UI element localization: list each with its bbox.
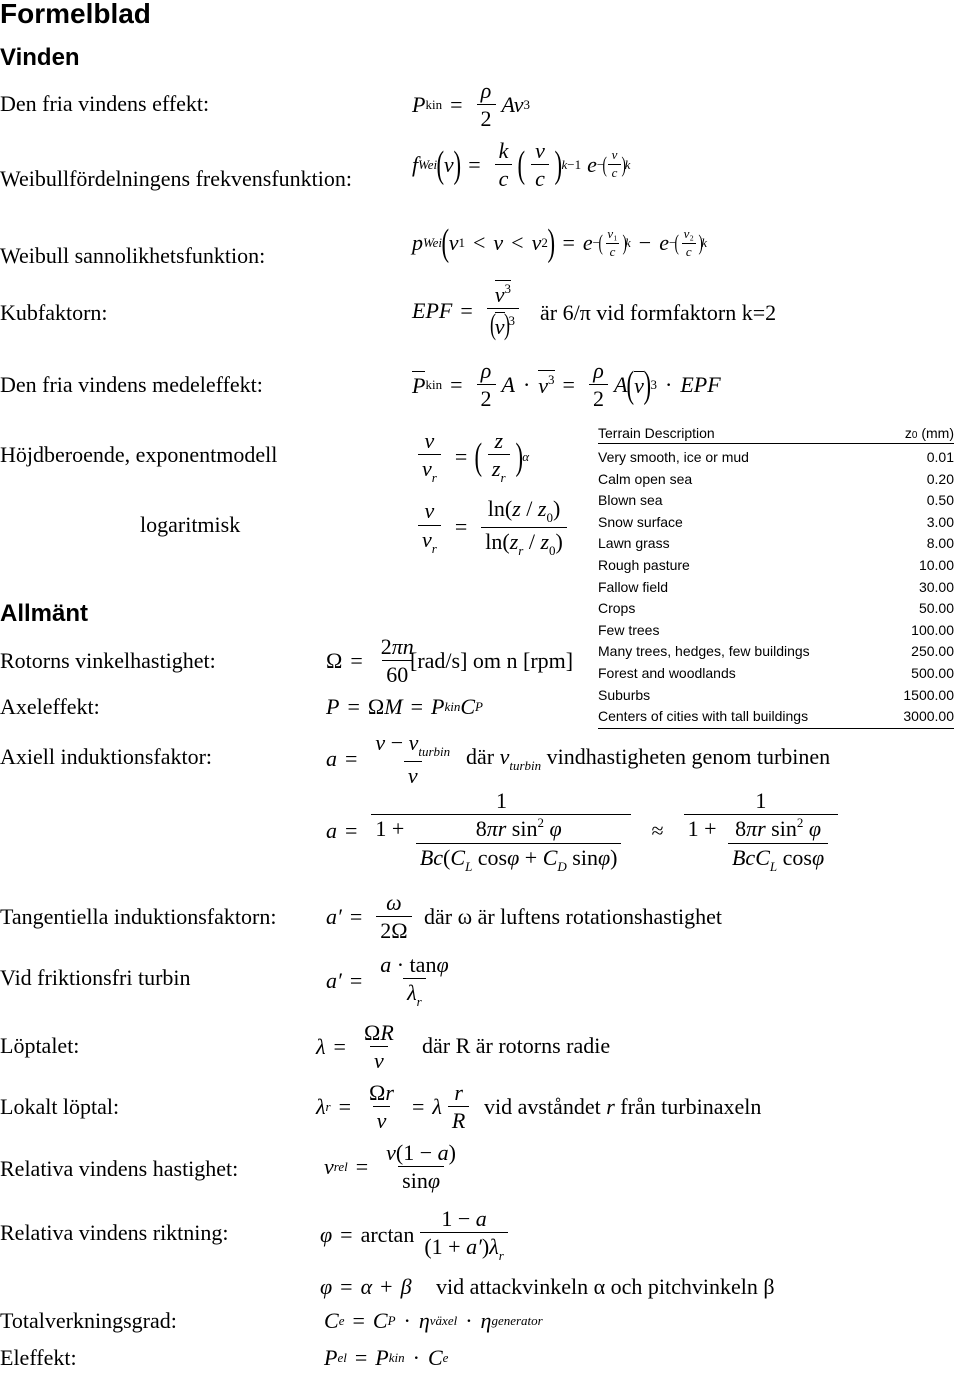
z0-value-cell: 0.50: [926, 492, 954, 509]
local-tip-speed-note: vid avståndet r från turbinaxeln: [484, 1094, 762, 1119]
label-free-power: Den fria vindens effekt:: [0, 91, 210, 116]
formula-axial-factor-blade: a = 1 1 + $\frac{8\pi r \sin^2 \varphi}{Bc(C_L \cos\varphi + C_D \sin\varphi)}$ ≈ 1 1 + $\frac{8\pi r \sin^2 \varphi}{BcC_L \cos\varphi}$: [326, 788, 844, 875]
section-heading-wind: Vinden: [0, 44, 80, 71]
terrain-description-cell: Suburbs: [598, 686, 651, 703]
section-heading-general: Allmänt: [0, 600, 89, 627]
label-shaft-power: Axeleffekt:: [0, 694, 100, 719]
epf-note: är 6/π vid formfaktorn k=2: [540, 300, 777, 325]
table-row: [598, 706, 954, 729]
formula-height-exponent: $\frac{v}{v_r}$ = ( $\frac{z}{z_r}$ ) α: [412, 428, 529, 486]
table-row: [598, 555, 954, 577]
label-tangential-factor: Tangentiella induktionsfaktorn:: [0, 904, 277, 929]
formula-mean-power: P kin = $\frac{\rho}{2}$ A · $v^3$ = $\frac{\rho}{2}$ A ( v ) 3 · EPF: [412, 358, 721, 412]
z0-value-cell: 1500.00: [903, 686, 954, 703]
terrain-description-cell: Snow surface: [598, 513, 683, 530]
terrain-description-cell: Very smooth, ice or mud: [598, 449, 749, 465]
formula-free-power: P kin = $\frac{\rho}{2}$ Av 3: [412, 78, 530, 132]
formula-height-log: $\frac{v}{v_r}$ = $\frac{\ln(z / z_0)}{\ln(z_r / z_0)}$: [412, 496, 573, 559]
formula-cube-factor: EPF = $\frac{v^3}{(v)^3}$: [412, 282, 525, 340]
table-row: [598, 577, 954, 599]
label-weibull-frequency: Weibullfördelningens frekvensfunktion:: [0, 166, 352, 191]
table-row: [598, 620, 954, 642]
formula-relative-direction: φ = arctan $\frac{1 - a}{(1 + a')\lambda_r}$: [320, 1206, 514, 1264]
table-row: [598, 663, 954, 685]
terrain-description-cell: Forest and woodlands: [598, 664, 736, 681]
label-mean-power: Den fria vindens medeleffekt:: [0, 372, 263, 397]
roughness-length-table: [598, 425, 954, 729]
label-weibull-probability: Weibull sannolikhetsfunktion:: [0, 243, 266, 268]
formula-local-tip-speed: λ r = $\frac{\Omega r}{v}$ = λ $\frac{r}{R}$: [316, 1080, 475, 1134]
terrain-description-cell: Centers of cities with tall buildings: [598, 708, 809, 725]
terrain-description-cell: Lawn grass: [598, 535, 670, 552]
z0-value-cell: 30.00: [918, 578, 954, 595]
label-height-exponent: Höjdberoende, exponentmodell: [0, 442, 278, 467]
formula-angular-speed: Ω = $\frac{2\pi n}{60}$: [326, 634, 414, 688]
axial-where-note: där $v_{turbin}$ vindhastigheten genom turbinen: [466, 744, 831, 773]
z0-value-cell: 250.00: [911, 643, 954, 660]
label-local-tip-speed: Lokalt löptal:: [0, 1094, 120, 1119]
terrain-description-cell: Fallow field: [598, 578, 669, 595]
formula-total-efficiency: C e = C P · η växel · η generator: [324, 1308, 543, 1333]
z0-value-cell: 0.20: [926, 470, 954, 487]
formula-electric-power: P el = P kin · C e: [324, 1345, 449, 1370]
formula-weibull-frequency: f Wei ( v ) = $\frac{k}{c}$ ( $\frac{v}{c}$ ) k−1 e − ( $\frac{v}{c}$ ) k: [412, 138, 631, 192]
terrain-description-cell: Calm open sea: [598, 470, 693, 487]
table-row: [598, 512, 954, 534]
header-terrain-description: Terrain Description: [598, 425, 715, 441]
label-relative-direction: Relativa vindens riktning:: [0, 1220, 229, 1245]
z0-value-cell: 3.00: [926, 513, 954, 530]
table-body: [598, 447, 954, 729]
angle-sum-note: vid attackvinkeln α och pitchvinkeln β: [436, 1274, 775, 1299]
z0-value-cell: 10.00: [918, 556, 954, 573]
formula-axial-factor: a = $\frac{v - v_{turbin}}{v}$: [326, 730, 451, 788]
label-relative-speed: Relativa vindens hastighet:: [0, 1156, 239, 1181]
terrain-description-cell: Crops: [598, 600, 636, 617]
label-angular-speed: Rotorns vinkelhastighet:: [0, 648, 216, 673]
formula-shaft-power: P = Ω M = P kin C P: [326, 694, 483, 719]
formula-weibull-probability: p Wei ( v 1 < v < v 2 ) = e − ( $\frac{\text{v₁}}{c}$ ) k − e − ( $\frac{\text{v₂}}{c}$ ) k: [412, 222, 708, 264]
formula-angle-sum: φ = α + β: [320, 1274, 412, 1299]
table-row: [598, 685, 954, 707]
label-total-efficiency: Totalverkningsgrad:: [0, 1308, 177, 1333]
table-row: [598, 533, 954, 555]
label-electric-power: Eleffekt:: [0, 1345, 77, 1370]
z0-value-cell: 3000.00: [903, 708, 954, 725]
label-axial-factor: Axiell induktionsfaktor:: [0, 744, 213, 769]
header-z0: z0 (mm): [904, 425, 954, 441]
table-row: [598, 641, 954, 663]
z0-value-cell: 500.00: [911, 664, 954, 681]
tangential-note: där ω är luftens rotationshastighet: [424, 904, 722, 929]
label-tip-speed: Löptalet:: [0, 1033, 80, 1058]
page-title: Formelblad: [0, 0, 151, 29]
z0-value-cell: 50.00: [918, 600, 954, 617]
table-row: [598, 598, 954, 620]
terrain-description-cell: Blown sea: [598, 492, 663, 509]
terrain-description-cell: Many trees, hedges, few buildings: [598, 643, 810, 660]
table-row: [598, 447, 954, 469]
terrain-description-cell: Few trees: [598, 621, 660, 638]
label-frictionless: Vid friktionsfri turbin: [0, 965, 191, 990]
formula-tip-speed: λ = $\frac{\Omega R}{v}$: [316, 1020, 394, 1074]
omega-unit-note: [rad/s] om n [rpm]: [410, 648, 574, 673]
formula-tangential-factor: a′ = $\frac{\omega}{2\Omega}$: [326, 890, 418, 944]
terrain-description-cell: Rough pasture: [598, 556, 690, 573]
table-row: [598, 490, 954, 512]
z0-value-cell: 0.01: [926, 449, 954, 465]
label-cube-factor: Kubfaktorn:: [0, 300, 108, 325]
label-height-log: logaritmisk: [140, 512, 241, 537]
z0-value-cell: 100.00: [911, 621, 954, 638]
z0-value-cell: 8.00: [926, 535, 954, 552]
formula-relative-speed: v rel = $\frac{v(1 - a)}{\sin\varphi}$: [324, 1140, 456, 1194]
table-row: [598, 469, 954, 491]
formula-frictionless: a′ = $\frac{a \cdot \tan\varphi}{\lambda_r}$: [326, 952, 449, 1010]
table-header: [598, 425, 954, 444]
tip-speed-note: där R är rotorns radie: [422, 1033, 611, 1058]
